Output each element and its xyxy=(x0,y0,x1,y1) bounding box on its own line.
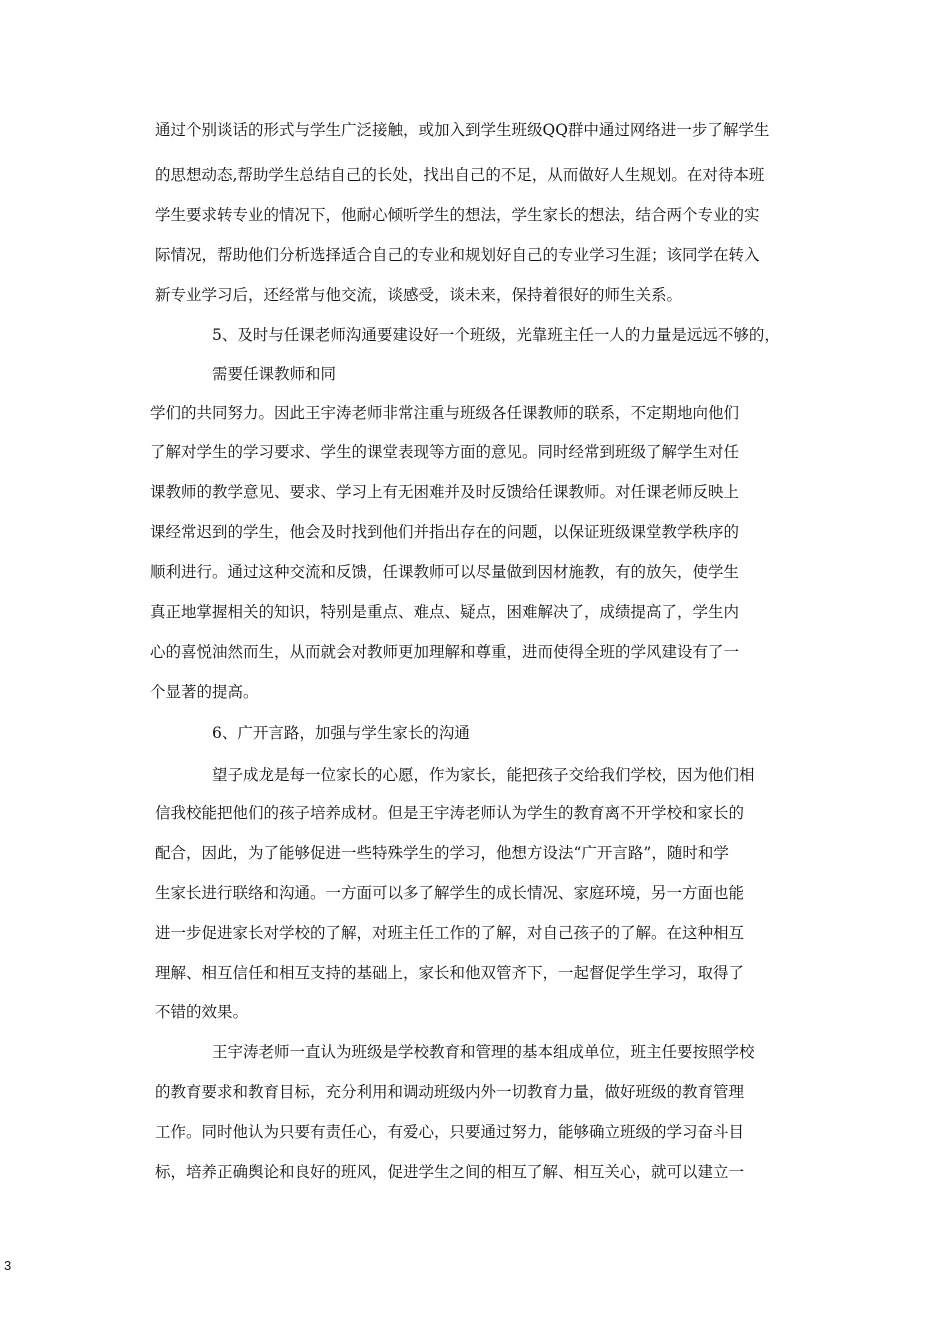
text-line: 的教育要求和教育目标，充分利用和调动班级内外一切教育力量，做好班级的教育管理 xyxy=(155,1083,745,1101)
text-line: 课教师的教学意见、要求、学习上有无困难并及时反馈给任课教师。对任课老师反映上 xyxy=(150,483,740,501)
text-line: 真正地掌握相关的知识，特别是重点、难点、疑点，困难解决了，成绩提高了，学生内 xyxy=(150,603,740,621)
text-line: 工作。同时他认为只要有责任心，有爱心，只要通过努力，能够确立班级的学习奋斗目 xyxy=(155,1123,745,1141)
text-line: 了解对学生的学习要求、学生的课堂表现等方面的意见。同时经常到班级了解学生对任 xyxy=(150,443,740,461)
text-line: 进一步促进家长对学校的了解，对班主任工作的了解，对自己孩子的了解。在这种相互 xyxy=(155,924,745,942)
text-line: 标，培养正确舆论和良好的班风，促进学生之间的相互了解、相互关心，就可以建立一 xyxy=(155,1163,745,1181)
text-line: 顺利进行。通过这种交流和反馈，任课教师可以尽量做到因材施教，有的放矢，使学生 xyxy=(150,563,740,581)
text-line: 心的喜悦油然而生，从而就会对教师更加理解和尊重，进而使得全班的学风建设有了一 xyxy=(150,643,740,661)
text-line: 王宇涛老师一直认为班级是学校教育和管理的基本组成单位，班主任要按照学校 xyxy=(212,1043,755,1061)
text-line: 信我校能把他们的孩子培养成材。但是王宇涛老师认为学生的教育离不开学校和家长的 xyxy=(155,804,745,822)
page-number: 3 xyxy=(4,1258,12,1273)
text-line: 学们的共同努力。因此王宇涛老师非常注重与班级各任课教师的联系，不定期地向他们 xyxy=(150,404,740,422)
text-line: 需要任课教师和同 xyxy=(212,365,337,383)
text-line: 的思想动态,帮助学生总结自己的长处，找出自己的不足，从而做好人生规划。在对待本班 xyxy=(155,166,765,184)
text-line: 通过个别谈话的形式与学生广泛接触，或加入到学生班级QQ群中通过网络进一步了解学生 xyxy=(155,121,770,139)
section-heading-5: 5、及时与任课老师沟通要建设好一个班级，光靠班主任一人的力量是远远不够的， xyxy=(212,326,780,344)
text-line: 不错的效果。 xyxy=(155,1003,249,1021)
text-line: 生家长进行联络和沟通。一方面可以多了解学生的成长情况、家庭环境，另一方面也能 xyxy=(155,884,745,902)
section-heading-6: 6、广开言路，加强与学生家长的沟通 xyxy=(212,724,470,742)
text-line: 理解、相互信任和相互支持的基础上，家长和他双管齐下，一起督促学生学习，取得了 xyxy=(155,964,745,982)
text-line: 配合，因此，为了能够促进一些特殊学生的学习，他想方设法“广开言路”，随时和学 xyxy=(155,844,729,862)
text-line: 望子成龙是每一位家长的心愿，作为家长，能把孩子交给我们学校，因为他们相 xyxy=(212,766,755,784)
text-line: 际情况，帮助他们分析选择适合自己的专业和规划好自己的专业学习生涯；该同学在转入 xyxy=(155,246,760,264)
text-line: 个显著的提高。 xyxy=(150,683,259,701)
text-line: 课经常迟到的学生，他会及时找到他们并指出存在的问题，以保证班级课堂教学秩序的 xyxy=(150,523,740,541)
text-line: 学生要求转专业的情况下，他耐心倾听学生的想法，学生家长的想法，结合两个专业的实 xyxy=(155,206,760,224)
text-line: 新专业学习后，还经常与他交流，谈感受，谈未来，保持着很好的师生关系。 xyxy=(155,286,683,304)
